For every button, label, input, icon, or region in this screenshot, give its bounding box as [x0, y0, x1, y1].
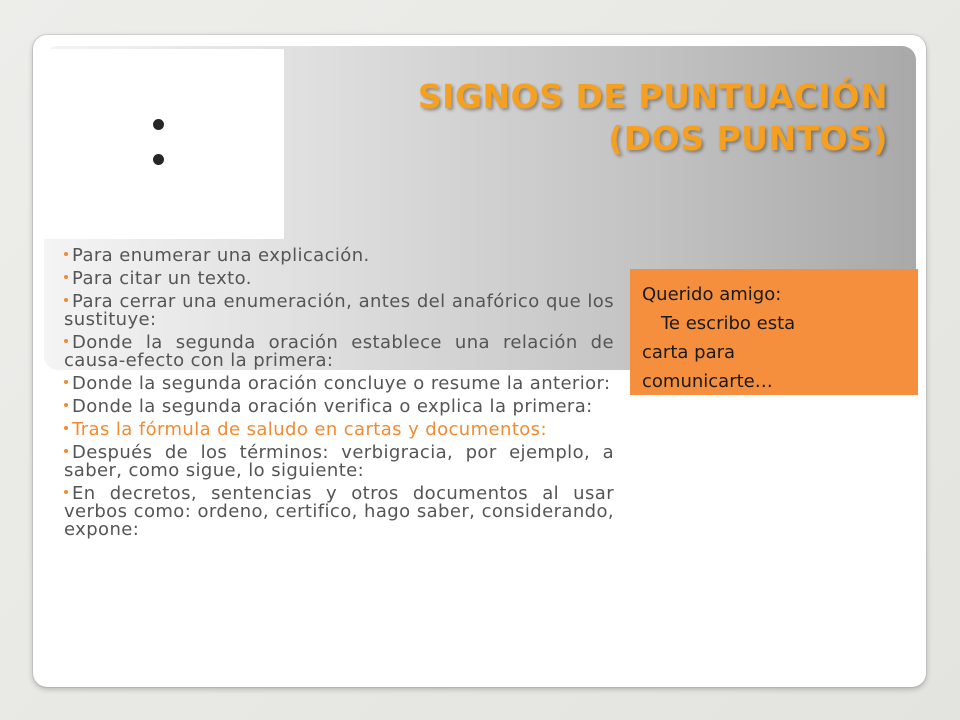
- bullet-icon: [64, 339, 68, 343]
- letter-example-box: [630, 269, 918, 395]
- list-item-highlighted: Tras la fórmula de saludo en cartas y documentos:: [64, 421, 614, 439]
- list-item: En decretos, sentencias y otros documentos al usar verbos como: ordeno, certifico, hago saber, considerando, expone:: [64, 483, 614, 540]
- colon-icon: [44, 49, 284, 239]
- bullet-icon: [64, 426, 68, 430]
- bullet-icon: [64, 380, 68, 384]
- letter-body-line-2: carta para: [642, 342, 736, 363]
- bullet-icon: [64, 275, 68, 279]
- colon-dot-bottom: [153, 154, 164, 165]
- letter-body-line-3: comunicarte…: [642, 371, 773, 392]
- list-item: Donde la segunda oración concluye o resume la anterior:: [64, 375, 614, 393]
- title-line-2: (DOS PUNTOS): [608, 119, 888, 158]
- bullet-icon: [64, 298, 68, 302]
- list-item: Después de los términos: verbigracia, por ejemplo, a saber, como sigue, lo siguiente:: [64, 442, 614, 481]
- bullet-icon: [64, 490, 68, 494]
- title-line-1: SIGNOS DE PUNTUACIÓN: [417, 77, 888, 116]
- list-item: Para enumerar una explicación.: [64, 247, 614, 265]
- bullet-icon: [64, 252, 68, 256]
- bullet-list: [64, 247, 614, 539]
- colon-dot-top: [153, 119, 164, 130]
- bullet-icon: [64, 403, 68, 407]
- bullet-icon: [64, 449, 68, 453]
- page-title: [288, 76, 888, 160]
- list-item: Donde la segunda oración establece una relación de causa-efecto con la primera:: [64, 332, 614, 371]
- letter-body-line-1: Te escribo esta: [661, 313, 796, 334]
- list-item: Para citar un texto.: [64, 270, 614, 288]
- list-item: Para cerrar una enumeración, antes del anafórico que los sustituye:: [64, 291, 614, 330]
- list-item: Donde la segunda oración verifica o explica la primera:: [64, 398, 614, 416]
- letter-greeting: Querido amigo:: [642, 284, 782, 305]
